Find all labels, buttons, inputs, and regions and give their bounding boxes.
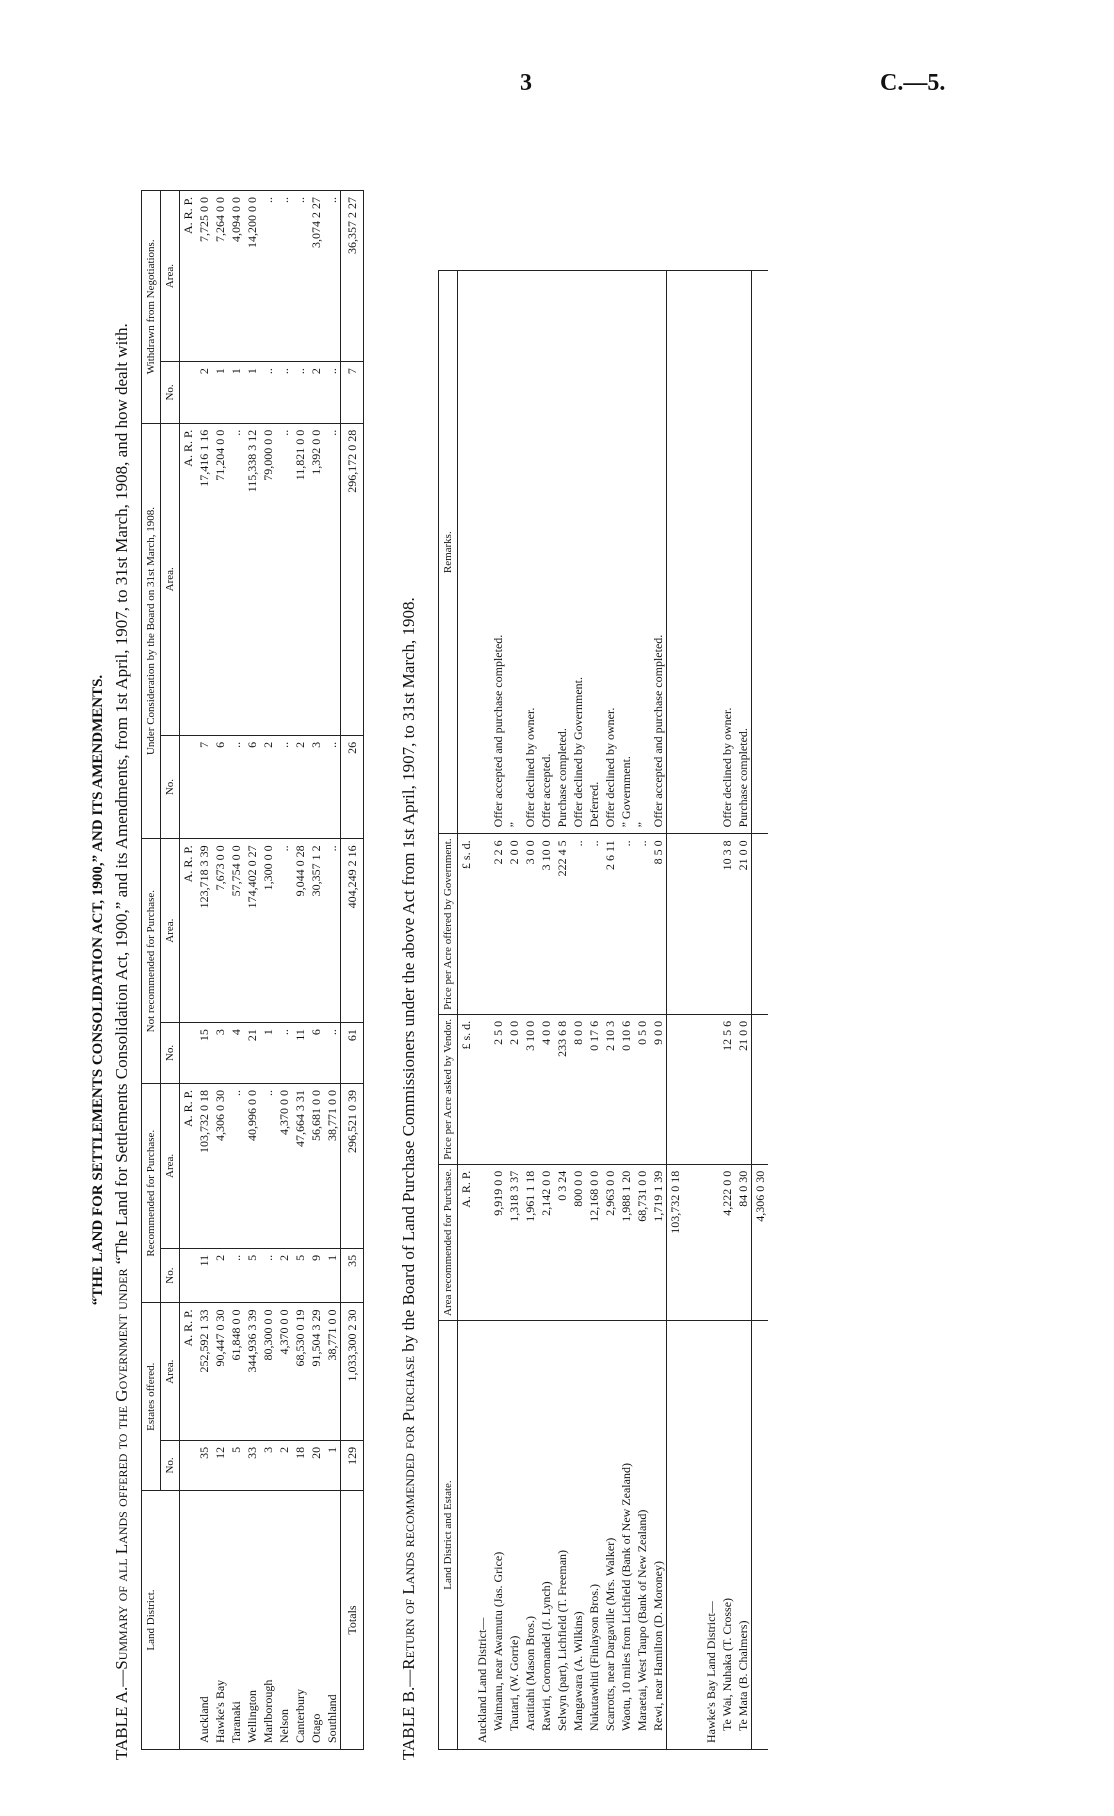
estate-name: Rewi, near Hamilton (D. Moroney) — [650, 1321, 667, 1750]
cell-w-no: 2 — [196, 362, 212, 424]
price-asked: 0 17 6 — [586, 1014, 602, 1164]
cell-n-area: 30,357 1 2 — [308, 839, 324, 1023]
cell-r-no: 1 — [324, 1248, 341, 1303]
cell-u-area: 115,338 3 12 — [244, 423, 260, 735]
cell-n-area: .. — [276, 839, 292, 1023]
totals-label: Totals — [341, 1491, 364, 1750]
table-b — [438, 270, 768, 1750]
cell-u-no: 7 — [196, 735, 212, 838]
table-a-row — [228, 191, 244, 1750]
cell-u-area: 71,204 0 0 — [212, 423, 228, 735]
cell-u-no: 6 — [244, 735, 260, 838]
cell-n-area: .. — [324, 839, 341, 1023]
area-value: 2,963 0 0 — [602, 1164, 618, 1320]
cell-w-area: .. — [276, 191, 292, 362]
table-a-row — [324, 191, 341, 1750]
cell-r-no: 11 — [196, 1248, 212, 1303]
district-group-title: Hawke's Bay Land District— — [703, 1321, 719, 1750]
table-a-row — [260, 191, 276, 1750]
cell-w-area: 7,725 0 0 — [196, 191, 212, 362]
cell-u-no: 2 — [292, 735, 308, 838]
total-w-no: 7 — [341, 362, 364, 424]
cell-u-area: .. — [228, 423, 244, 735]
col-recommended: Recommended for Purchase. — [142, 1083, 161, 1302]
cell-w-no: 1 — [228, 362, 244, 424]
col-price-offered: Price per Acre offered by Government. — [439, 834, 458, 1014]
cell-r-area: 4,306 0 30 — [212, 1083, 228, 1248]
cell-w-no: .. — [260, 362, 276, 424]
sub-no: No. — [161, 735, 180, 838]
price-offered: .. — [570, 834, 586, 1014]
cell-r-no: 5 — [292, 1248, 308, 1303]
cell-n-no: 6 — [308, 1023, 324, 1084]
col-land-district: Land District. — [142, 1491, 180, 1750]
cell-w-area: 7,264 0 0 — [212, 191, 228, 362]
cell-u-no: .. — [276, 735, 292, 838]
cell-u-area: .. — [324, 423, 341, 735]
cell-u-area: 17,416 1 16 — [196, 423, 212, 735]
col-price-asked: Price per Acre asked by Vendor. — [439, 1014, 458, 1164]
cell-w-no: 2 — [308, 362, 324, 424]
cell-o-area: 344,936 3 39 — [244, 1303, 260, 1440]
area-value: 1,719 1 39 — [650, 1164, 667, 1320]
cell-u-no: .. — [324, 735, 341, 838]
area-value: 1,988 1 20 — [618, 1164, 634, 1320]
col-district-estate: Land District and Estate. — [439, 1321, 458, 1750]
col-remarks: Remarks. — [439, 271, 458, 834]
money-units: £ s. d. — [458, 834, 475, 1014]
remark-text: Offer accepted and purchase completed. — [650, 271, 667, 834]
area-value: 1,961 1 18 — [522, 1164, 538, 1320]
page-heading: “THE LAND FOR SETTLEMENTS CONSOLIDATION ACT, 1900,” AND ITS AMENDMENTS. — [90, 674, 106, 1306]
group-spacer — [683, 271, 703, 1750]
estate-name: Te Wai, Nuhaka (T. Crosse) — [719, 1321, 735, 1750]
cell-r-area: 40,996 0 0 — [244, 1083, 260, 1248]
cell-n-no: 4 — [228, 1023, 244, 1084]
cell-w-no: 1 — [244, 362, 260, 424]
remark-text: Offer accepted and purchase completed. — [490, 271, 506, 834]
cell-o-no: 35 — [196, 1440, 212, 1490]
col-withdrawn: Withdrawn from Negotiations. — [142, 191, 161, 424]
cell-n-area: 9,044 0 28 — [292, 839, 308, 1023]
table-a-row — [244, 191, 260, 1750]
estate-name: Waimanu, near Awamutu (Jas. Grice) — [490, 1321, 506, 1750]
area-value: 4,222 0 0 — [719, 1164, 735, 1320]
cell-n-area: 1,300 0 0 — [260, 839, 276, 1023]
cell-n-area: 7,673 0 0 — [212, 839, 228, 1023]
table-b-row — [570, 271, 586, 1750]
cell-o-area: 61,848 0 0 — [228, 1303, 244, 1440]
cell-u-area: 79,000 0 0 — [260, 423, 276, 735]
total-n-area: 404,249 2 16 — [341, 839, 364, 1023]
price-offered: 3 10 0 — [538, 834, 554, 1014]
district-group-title: Auckland Land District— — [474, 1321, 490, 1750]
cell-u-no: 6 — [212, 735, 228, 838]
sub-area: Area. — [161, 191, 180, 362]
table-b-caption-rest: by the Board of Land Purchase Commissioners under the above Act from 1st April, 1907, to 31st March, 1908. — [399, 597, 418, 1352]
cell-u-no: 3 — [308, 735, 324, 838]
total-o-no: 129 — [341, 1440, 364, 1490]
table-b-row — [602, 271, 618, 1750]
district-name: Auckland — [196, 1491, 212, 1750]
remark-text: ” — [634, 271, 650, 834]
cell-o-no: 12 — [212, 1440, 228, 1490]
cell-o-area: 91,504 3 29 — [308, 1303, 324, 1440]
col-not-recommended: Not recommended for Purchase. — [142, 839, 161, 1084]
price-asked: 0 10 6 — [618, 1014, 634, 1164]
district-group-heading — [474, 271, 490, 1750]
table-b-caption-lead: TABLE B.—Return of Lands recommended for Purchase — [399, 1355, 418, 1760]
cell-o-no: 33 — [244, 1440, 260, 1490]
cell-r-area: 103,732 0 18 — [196, 1083, 212, 1248]
remark-text: Offer declined by owner. — [602, 271, 618, 834]
price-asked: 21 0 0 — [735, 1014, 752, 1164]
remark-text: ” — [506, 271, 522, 834]
rotated-page-content — [90, 190, 960, 1790]
price-asked: 2 10 3 — [602, 1014, 618, 1164]
cell-u-no: 2 — [260, 735, 276, 838]
remark-text: Offer declined by owner. — [719, 271, 735, 834]
price-offered: 2 0 0 — [506, 834, 522, 1014]
cell-o-area: 4,370 0 0 — [276, 1303, 292, 1440]
price-asked: 2 0 0 — [506, 1014, 522, 1164]
area-value: 2,142 0 0 — [538, 1164, 554, 1320]
cell-r-no: .. — [228, 1248, 244, 1303]
cell-w-no: .. — [276, 362, 292, 424]
table-b-row — [522, 271, 538, 1750]
cell-o-no: 3 — [260, 1440, 276, 1490]
table-b-row — [618, 271, 634, 1750]
cell-o-no: 5 — [228, 1440, 244, 1490]
total-n-no: 61 — [341, 1023, 364, 1084]
cell-n-area: 57,754 0 0 — [228, 839, 244, 1023]
col-area-recommended: Area recommended for Purchase. — [439, 1164, 458, 1320]
cell-w-area: .. — [260, 191, 276, 362]
district-name: Canterbury — [292, 1491, 308, 1750]
remark-text: Purchase completed. — [554, 271, 570, 834]
cell-n-no: 21 — [244, 1023, 260, 1084]
cell-n-area: 174,402 0 27 — [244, 839, 260, 1023]
table-a-row — [212, 191, 228, 1750]
cell-w-area: 4,094 0 0 — [228, 191, 244, 362]
cell-o-area: 80,300 0 0 — [260, 1303, 276, 1440]
table-b-row — [719, 271, 735, 1750]
cell-o-area: 68,530 0 19 — [292, 1303, 308, 1440]
sub-no: No. — [161, 1023, 180, 1084]
cell-w-area: .. — [292, 191, 308, 362]
cell-n-no: .. — [324, 1023, 341, 1084]
area-units: A. R. P. — [180, 839, 197, 1023]
price-offered: 222 4 5 — [554, 834, 570, 1014]
price-offered: .. — [618, 834, 634, 1014]
total-w-area: 36,357 2 27 — [341, 191, 364, 362]
page-number: 3 — [520, 70, 532, 96]
table-b-row — [634, 271, 650, 1750]
cell-r-area: 47,664 3 31 — [292, 1083, 308, 1248]
area-value: 0 3 24 — [554, 1164, 570, 1320]
cell-n-no: 11 — [292, 1023, 308, 1084]
cell-r-area: 56,681 0 0 — [308, 1083, 324, 1248]
remark-text: Offer accepted. — [538, 271, 554, 834]
district-name: Southland — [324, 1491, 341, 1750]
group-subtotal-row — [752, 271, 769, 1750]
remark-text: Offer declined by Government. — [570, 271, 586, 834]
estate-name: Aratitahi (Mason Bros.) — [522, 1321, 538, 1750]
estate-name: Selwyn (part), Lichfield (T. Freeman) — [554, 1321, 570, 1750]
cell-u-area: .. — [276, 423, 292, 735]
district-name: Marlborough — [260, 1491, 276, 1750]
estate-name: Rawiri, Coromandel (J. Lynch) — [538, 1321, 554, 1750]
table-b-row — [554, 271, 570, 1750]
table-b-row — [506, 271, 522, 1750]
price-asked: 2 5 0 — [490, 1014, 506, 1164]
price-offered: 2 2 6 — [490, 834, 506, 1014]
district-name: Nelson — [276, 1491, 292, 1750]
table-b-row — [490, 271, 506, 1750]
remark-text: ” Government. — [618, 271, 634, 834]
cell-u-no: .. — [228, 735, 244, 838]
district-name: Wellington — [244, 1491, 260, 1750]
district-name: Taranaki — [228, 1491, 244, 1750]
remark-text: Offer declined by owner. — [522, 271, 538, 834]
table-a-caption-lead: TABLE A.—Summary of all Lands offered to the Government under — [112, 1268, 131, 1760]
cell-w-no: .. — [292, 362, 308, 424]
cell-o-no: 1 — [324, 1440, 341, 1490]
sub-area: Area. — [161, 1083, 180, 1248]
price-asked: 0 5 0 — [634, 1014, 650, 1164]
cell-o-no: 2 — [276, 1440, 292, 1490]
table-a — [141, 190, 364, 1750]
estate-name: Maraetai, West Taupo (Bank of New Zealand) — [634, 1321, 650, 1750]
price-asked: 3 10 0 — [522, 1014, 538, 1164]
cell-n-no: .. — [276, 1023, 292, 1084]
total-u-area: 296,172 0 28 — [341, 423, 364, 735]
sub-no: No. — [161, 1440, 180, 1490]
cell-w-area: .. — [324, 191, 341, 362]
cell-w-area: 3,074 2 27 — [308, 191, 324, 362]
cell-r-no: 9 — [308, 1248, 324, 1303]
cell-r-area: .. — [228, 1083, 244, 1248]
district-name: Hawke's Bay — [212, 1491, 228, 1750]
sub-no: No. — [161, 362, 180, 424]
estate-name: Te Mata (B. Chalmers) — [735, 1321, 752, 1750]
cell-r-no: 5 — [244, 1248, 260, 1303]
table-a-totals-row — [341, 191, 364, 1750]
cell-w-area: 14,200 0 0 — [244, 191, 260, 362]
sub-area: Area. — [161, 423, 180, 735]
col-estates-offered: Estates offered. — [142, 1303, 161, 1491]
table-a-row — [196, 191, 212, 1750]
price-asked: 9 0 0 — [650, 1014, 667, 1164]
estate-name: Scarrotts, near Dargaville (Mrs. Walker) — [602, 1321, 618, 1750]
table-a-row — [292, 191, 308, 1750]
area-units: A. R. P. — [180, 1083, 197, 1248]
cell-w-no: .. — [324, 362, 341, 424]
district-group-heading — [703, 271, 719, 1750]
cell-r-no: 2 — [276, 1248, 292, 1303]
price-offered: 8 5 0 — [650, 834, 667, 1014]
sub-area: Area. — [161, 1303, 180, 1440]
price-asked: 8 0 0 — [570, 1014, 586, 1164]
cell-o-area: 90,447 0 30 — [212, 1303, 228, 1440]
cell-o-no: 18 — [292, 1440, 308, 1490]
price-asked: 12 5 6 — [719, 1014, 735, 1164]
cell-n-area: 123,718 3 39 — [196, 839, 212, 1023]
estate-name: Mangawara (A. Wilkins) — [570, 1321, 586, 1750]
total-o-area: 1,033,300 2 30 — [341, 1303, 364, 1440]
cell-r-area: .. — [260, 1083, 276, 1248]
price-offered: 21 0 0 — [735, 834, 752, 1014]
estate-name: Waotu, 10 miles from Lichfield (Bank of New Zealand) — [618, 1321, 634, 1750]
area-units: A. R. P. — [180, 423, 197, 735]
table-b-row — [650, 271, 667, 1750]
cell-o-no: 20 — [308, 1440, 324, 1490]
table-a-caption — [111, 190, 133, 1760]
total-r-area: 296,521 0 39 — [341, 1083, 364, 1248]
district-name: Otago — [308, 1491, 324, 1750]
area-units: A. R. P. — [180, 1303, 197, 1440]
document-code: C.—5. — [880, 70, 946, 96]
price-asked: 233 6 8 — [554, 1014, 570, 1164]
cell-r-no: 2 — [212, 1248, 228, 1303]
cell-r-area: 4,370 0 0 — [276, 1083, 292, 1248]
area-units: A. R. P. — [180, 191, 197, 362]
price-asked: 4 0 0 — [538, 1014, 554, 1164]
total-u-no: 26 — [341, 735, 364, 838]
estate-name: Tautari, (W. Gorrie) — [506, 1321, 522, 1750]
group-subtotal-area: 103,732 0 18 — [667, 1164, 684, 1320]
area-value: 800 0 0 — [570, 1164, 586, 1320]
area-value: 68,731 0 0 — [634, 1164, 650, 1320]
cell-n-no: 3 — [212, 1023, 228, 1084]
estate-name: Nukutawhiti (Finlayson Bros.) — [586, 1321, 602, 1750]
area-units: A. R. P. — [458, 1164, 475, 1320]
table-b-row — [538, 271, 554, 1750]
cell-r-area: 38,771 0 0 — [324, 1083, 341, 1248]
table-b-caption — [398, 190, 420, 1760]
price-offered: 3 0 0 — [522, 834, 538, 1014]
group-subtotal-area: 4,306 0 30 — [752, 1164, 769, 1320]
area-value: 1,318 3 37 — [506, 1164, 522, 1320]
area-value: 84 0 30 — [735, 1164, 752, 1320]
price-offered: .. — [586, 834, 602, 1014]
table-a-row — [308, 191, 324, 1750]
col-under-consideration: Under Consideration by the Board on 31st March, 1908. — [142, 423, 161, 839]
table-a-row — [276, 191, 292, 1750]
cell-r-no: .. — [260, 1248, 276, 1303]
group-subtotal-row — [667, 271, 684, 1750]
area-value: 12,168 0 0 — [586, 1164, 602, 1320]
price-offered: 2 6 11 — [602, 834, 618, 1014]
area-value: 9,919 0 0 — [490, 1164, 506, 1320]
remark-text: Deferred. — [586, 271, 602, 834]
cell-n-no: 15 — [196, 1023, 212, 1084]
table-b-row — [735, 271, 752, 1750]
remark-text: Purchase completed. — [735, 271, 752, 834]
cell-w-no: 1 — [212, 362, 228, 424]
sub-no: No. — [161, 1248, 180, 1303]
money-units: £ s. d. — [458, 1014, 475, 1164]
price-offered: .. — [634, 834, 650, 1014]
cell-o-area: 38,771 0 0 — [324, 1303, 341, 1440]
table-b-row — [586, 271, 602, 1750]
cell-o-area: 252,592 1 33 — [196, 1303, 212, 1440]
sub-area: Area. — [161, 839, 180, 1023]
cell-u-area: 1,392 0 0 — [308, 423, 324, 735]
total-r-no: 35 — [341, 1248, 364, 1303]
table-a-caption-rest: “The Land for Settlements Consolidation Act, 1900,” and its Amendments, from 1st April, 1907, to 31st March, 1908, and how dealt with. — [112, 323, 131, 1265]
cell-u-area: 11,821 0 0 — [292, 423, 308, 735]
price-offered: 10 3 8 — [719, 834, 735, 1014]
cell-n-no: 1 — [260, 1023, 276, 1084]
